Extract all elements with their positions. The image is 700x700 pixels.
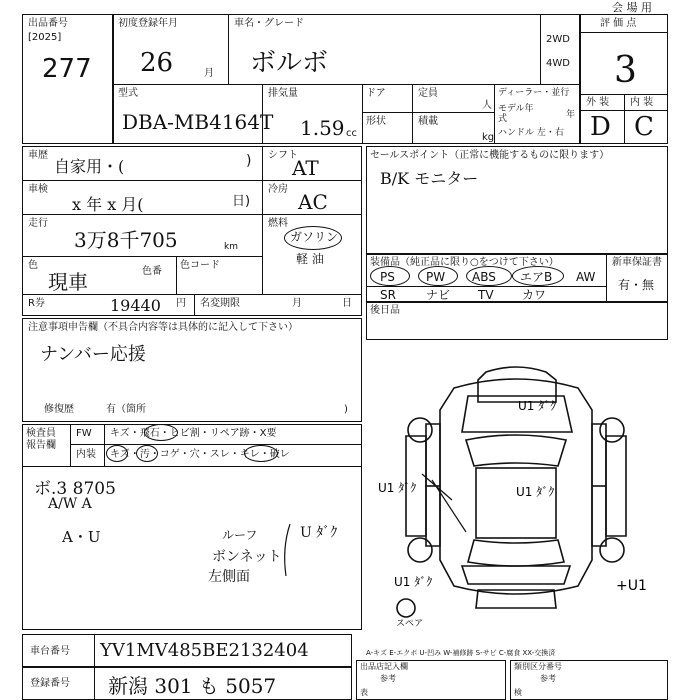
diagram-mark-rear-left: U1 ﾀﾞｸ (394, 575, 433, 589)
month-unit: 月 (204, 68, 214, 79)
after-items-box (366, 302, 668, 340)
roof-bracket (196, 518, 306, 588)
report-line-2: A/W A (48, 496, 92, 512)
sales-point-value: B/K モニター (380, 169, 479, 188)
fw-label: FW (76, 428, 92, 439)
divider (624, 94, 625, 144)
model-label: 型式 (118, 88, 138, 99)
shape-label: 形状 (366, 116, 386, 127)
mileage-value: 3万8千705 (74, 228, 178, 252)
lot-label: 出品番号 (28, 18, 68, 29)
yen-unit: 円 (176, 298, 186, 309)
drive-2wd-label: 2WD (546, 34, 570, 45)
report-line-3: A・U (62, 528, 101, 546)
km-unit: km (224, 242, 238, 252)
color-label: 色 (28, 260, 38, 271)
kg-unit: kg (482, 132, 495, 143)
lot-number: 277 (42, 54, 92, 84)
divider (412, 84, 413, 144)
ac-label: 冷房 (268, 184, 288, 195)
divider (362, 84, 363, 144)
report-line-1: ボ.3 8705 (34, 479, 116, 499)
venue-label: 会 場 用 (612, 1, 652, 14)
equip-pw-circle (418, 266, 458, 286)
car-type-value: 自家用・( (54, 157, 125, 176)
person-unit: 人 (482, 100, 492, 111)
score-value: 3 (614, 50, 637, 91)
year-unit: 年 (566, 110, 576, 120)
limit-day: 日 (342, 298, 352, 309)
equipment-label: 装備品（純正品に限り○をつけて下さい） (370, 257, 559, 268)
plate-label: 登録番号 (30, 678, 70, 689)
divider (580, 110, 668, 111)
divider (104, 424, 105, 466)
car-type-label: 車歴 (28, 150, 48, 161)
equip-ps: PS (380, 270, 395, 284)
fw-stone-circle (144, 424, 178, 441)
seller-label: 出品店記入欄 (360, 662, 408, 671)
interior-items: キズ・汚・コゲ・穴・スレ・キレ・破レ (110, 449, 290, 460)
repair-value: 有（箇所 (106, 404, 146, 415)
first-reg-year: 26 (140, 48, 174, 78)
mileage-label: 走行 (28, 218, 48, 229)
equip-leather: カワ (522, 288, 547, 302)
u-note: U ﾀﾞｸ (300, 525, 338, 541)
divider (228, 14, 229, 84)
divider (366, 286, 606, 287)
inspector-label: 検査員報告欄 (26, 428, 56, 451)
displacement-value: 1.59 (300, 116, 345, 140)
fuel-gas-circle (284, 226, 342, 250)
load-label: 積載 (418, 116, 438, 127)
color-value: 現車 (48, 270, 88, 294)
interior-dirt-circle (136, 445, 158, 462)
notes-value: ナンバー応援 (40, 344, 146, 365)
repair-label: 修復歴 (44, 404, 74, 415)
car-type-close: ) (246, 153, 252, 169)
capacity-label: 定員 (418, 88, 438, 99)
divider (494, 84, 495, 144)
divider (22, 256, 262, 257)
warranty-value: 有・無 (618, 278, 655, 292)
color-number-label: 色番 (142, 266, 162, 277)
ac-value: AC (298, 190, 328, 214)
bonnet-note: ボンネット (212, 549, 282, 565)
new-warranty-label: 新車保証書 (612, 257, 662, 268)
divider (22, 466, 362, 467)
dealer-label: ディーラー・並行 (498, 88, 570, 98)
divider (580, 32, 668, 33)
diagram-mark-center: U1 ﾀﾞｸ (516, 485, 555, 499)
diagram-mark-left: U1 ﾀﾞｸ (378, 481, 417, 495)
interior-rub-circle (244, 445, 278, 462)
tax-value: 19440 (110, 296, 161, 315)
door-label: ドア (366, 88, 386, 99)
inspection-day: 日) (232, 194, 251, 209)
handle-label: ハンドル 左・右 (498, 128, 564, 138)
tax-label: R券 (28, 298, 45, 309)
equip-ps-circle (370, 266, 410, 286)
divider (540, 14, 541, 84)
vin-value: YV1MV485BE2132404 (100, 640, 309, 661)
equip-sr: SR (380, 288, 396, 302)
displacement-label: 排気量 (268, 88, 298, 99)
divider (112, 84, 580, 85)
limit-label: 名変期限 (200, 298, 240, 309)
vin-label: 車台番号 (30, 646, 70, 657)
equip-aw: AW (576, 270, 596, 284)
shift-value: AT (292, 156, 319, 180)
divider (70, 424, 71, 466)
interior-report-label: 内装 (76, 449, 96, 460)
diagram-mark-rear-right: +U1 (616, 578, 647, 594)
classification-label: 類別区分番号 (514, 662, 562, 671)
equip-abs-circle (466, 266, 512, 286)
cc-unit: cc (346, 128, 357, 139)
inspection-value: x 年 x 月( (72, 195, 144, 214)
notes-label: 注意事項申告欄（不具合内容等は具体的に記入して下さい） (28, 322, 298, 333)
divider (22, 180, 362, 181)
score-label: 評 価 点 (600, 18, 637, 29)
color-code-label: 色コード (180, 260, 220, 271)
car-diagram (366, 340, 668, 628)
legend: A-キズ E-エクボ U-凹み W-補修跡 S-サビ C-腐食 XX-交換済 (366, 649, 556, 657)
diagram-mark-roof: U1 ﾀﾞｸ (518, 399, 557, 413)
after-items-label: 後日品 (370, 305, 400, 316)
shift-label: シフト (268, 150, 298, 161)
exterior-grade: D (590, 112, 611, 142)
inspection-label: 車検 (28, 184, 48, 195)
sales-point-label: セールスポイント（正常に機能するものに限ります） (370, 150, 610, 161)
limit-month: 月 (292, 298, 302, 309)
plate-value: 新潟 301 も 5057 (108, 674, 277, 698)
no-label: 表 (360, 688, 368, 697)
model-value: DBA-MB4164T (122, 110, 274, 134)
equip-tv: TV (478, 288, 494, 302)
divider (194, 294, 195, 316)
equip-airbag-circle (512, 266, 564, 286)
spare-label: スペア (396, 619, 424, 628)
equip-navi: ナビ (426, 288, 451, 302)
equip-airbag: エアB (520, 270, 553, 284)
divider (362, 112, 494, 113)
divider (606, 254, 607, 302)
reference-label-2: 参考 (540, 674, 556, 683)
exterior-label: 外 装 (586, 97, 610, 108)
interior-grade: C (634, 112, 654, 142)
divider (176, 256, 177, 294)
fuel-label: 燃料 (268, 218, 288, 229)
repair-close: ) (344, 404, 348, 415)
reference-label: 参考 (380, 674, 396, 683)
fuel-diesel: 軽 油 (296, 252, 324, 266)
first-reg-label: 初度登録年月 (118, 18, 178, 29)
equip-abs: ABS (472, 270, 496, 284)
car-name-label: 車名・グレード (234, 18, 304, 29)
date-label: 検 (514, 688, 522, 697)
interior-label: 内 装 (630, 97, 654, 108)
car-name-value: ボルボ (250, 48, 329, 78)
interior-scratch-circle (106, 445, 128, 462)
fw-items: キズ・飛石・ヒビ割・リペア跡・X要 (110, 428, 277, 439)
roof-note: ルーフ (222, 528, 258, 542)
equip-pw: PW (426, 270, 446, 284)
model-year-label: モデル年式 (498, 104, 534, 124)
fuel-gas: ガソリン (290, 230, 339, 244)
drive-4wd-label: 4WD (546, 58, 570, 69)
lot-year-code: [2025] (28, 32, 62, 43)
sales-point-box (366, 146, 668, 254)
left-side-note: 左側面 (208, 569, 250, 585)
divider (262, 146, 263, 294)
